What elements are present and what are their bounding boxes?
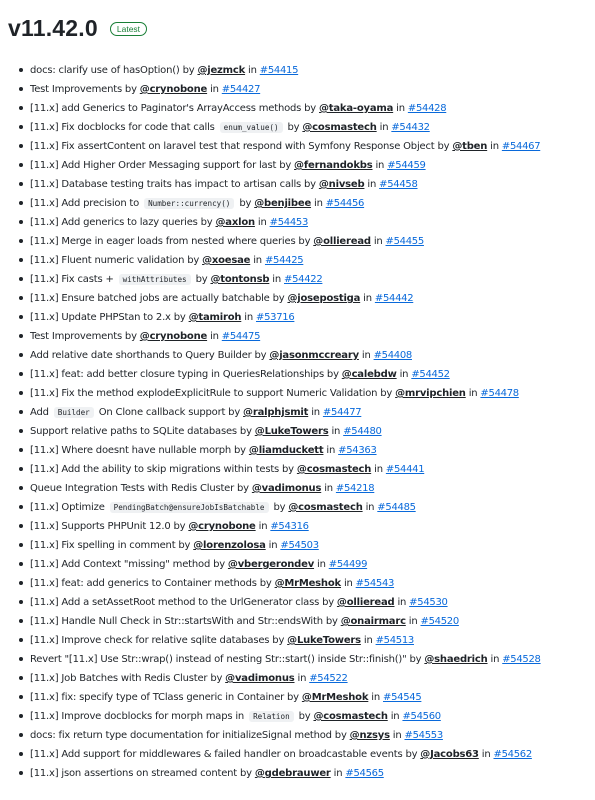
change-item xyxy=(0,80,595,99)
change-item xyxy=(0,156,595,175)
release-title[interactable]: v11.42.0 xyxy=(8,14,98,41)
pr-link[interactable]: #54442 xyxy=(374,293,414,304)
pr-link[interactable]: #54428 xyxy=(407,103,447,114)
change-text: in xyxy=(465,388,481,399)
bullet-icon xyxy=(19,106,23,110)
bullet-icon xyxy=(19,372,23,376)
change-text: in xyxy=(360,293,375,304)
change-text: [11.x] Add Higher Order Messaging support for last by xyxy=(30,160,295,171)
change-text: [11.x] Handle Null Check in Str::startsWith and Str::endsWith by xyxy=(30,616,341,627)
change-text: [11.x] add Generics to Paginator's ArrayAccess methods by xyxy=(30,103,319,114)
change-text: Add relative date shorthands to Query Builder by xyxy=(30,350,270,361)
author-link[interactable]: @calebdw xyxy=(341,369,397,380)
change-item xyxy=(0,213,595,232)
bullet-icon xyxy=(19,771,23,775)
change-item xyxy=(0,289,595,308)
pr-link[interactable]: #54316 xyxy=(270,521,309,532)
author-link[interactable]: @tontonsb xyxy=(210,274,270,285)
change-text: [11.x] Fix docblocks for code that calls xyxy=(30,122,218,133)
bullet-icon xyxy=(19,315,23,319)
change-item xyxy=(0,745,595,764)
change-text: in xyxy=(362,502,378,513)
author-link[interactable]: @shaedrich xyxy=(424,654,488,665)
pr-link[interactable]: #54560 xyxy=(402,711,441,722)
author-link[interactable]: @ollieread xyxy=(336,597,395,608)
pr-link[interactable]: #54422 xyxy=(284,274,323,285)
bullet-icon xyxy=(19,448,23,452)
pr-link[interactable]: #54499 xyxy=(328,559,368,570)
change-item xyxy=(0,707,595,726)
change-text: [11.x] Improve check for relative sqlite databases by xyxy=(30,635,288,646)
pr-link[interactable]: #54458 xyxy=(379,179,418,190)
pr-link[interactable]: #54427 xyxy=(221,84,261,95)
bullet-icon xyxy=(19,524,23,528)
change-text: [11.x] feat: add generics to Container methods by xyxy=(30,578,275,589)
author-link[interactable]: @onairmarc xyxy=(340,616,406,627)
change-item xyxy=(0,346,595,365)
bullet-icon xyxy=(19,353,23,357)
change-item xyxy=(0,137,595,156)
inline-code: Relation xyxy=(249,711,294,722)
change-item xyxy=(0,118,595,137)
inline-code: withAttributes xyxy=(119,274,191,285)
author-link[interactable]: @LukeTowers xyxy=(254,426,329,437)
change-text: in xyxy=(393,103,408,114)
change-text: [11.x] Fix casts + xyxy=(30,274,117,285)
author-link[interactable]: @liamduckett xyxy=(248,445,324,456)
change-item xyxy=(0,175,595,194)
pr-link[interactable]: #54218 xyxy=(335,483,375,494)
change-text: in xyxy=(250,255,265,266)
author-link[interactable]: @gdebrauwer xyxy=(254,768,331,779)
author-link[interactable]: @LukeTowers xyxy=(287,635,361,646)
bullet-icon xyxy=(19,695,23,699)
bullet-icon xyxy=(19,163,23,167)
change-text: in xyxy=(358,350,374,361)
bullet-icon xyxy=(19,486,23,490)
change-text: in xyxy=(478,749,494,760)
change-item xyxy=(0,612,595,631)
change-text: [11.x] Optimize xyxy=(30,502,108,513)
inline-code: Number::currency() xyxy=(144,198,234,209)
author-link[interactable]: @taka-oyama xyxy=(318,103,394,114)
author-link[interactable]: @ollieread xyxy=(313,236,371,247)
pr-link[interactable]: #54522 xyxy=(309,673,348,684)
change-text: in xyxy=(487,141,502,152)
pr-link[interactable]: #53716 xyxy=(255,312,295,323)
change-text: in xyxy=(254,217,270,228)
bullet-icon xyxy=(19,68,23,72)
inline-code: Builder xyxy=(54,407,94,418)
change-item xyxy=(0,536,595,555)
change-item xyxy=(0,308,595,327)
change-item xyxy=(0,403,595,422)
change-item xyxy=(0,517,595,536)
change-item xyxy=(0,251,595,270)
change-text: in xyxy=(330,768,346,779)
change-text: in xyxy=(321,483,336,494)
bullet-icon xyxy=(19,391,23,395)
change-text: in xyxy=(387,711,403,722)
change-text: [11.x] Where doesnt have nullable morph by xyxy=(30,445,249,456)
change-text: by xyxy=(284,122,303,133)
bullet-icon xyxy=(19,714,23,718)
change-item xyxy=(0,365,595,384)
author-link[interactable]: @tben xyxy=(452,141,488,152)
author-link[interactable]: @cosmastech xyxy=(296,464,372,475)
pr-link[interactable]: #54432 xyxy=(391,122,430,133)
author-link[interactable]: @jezmck xyxy=(197,65,246,76)
change-item xyxy=(0,688,595,707)
change-item xyxy=(0,61,595,80)
author-link[interactable]: @josepostiga xyxy=(287,293,361,304)
change-text: in xyxy=(328,426,344,437)
change-text: docs: fix return type documentation for initializeSignal method by xyxy=(30,730,350,741)
change-text: in xyxy=(396,369,412,380)
pr-link[interactable]: #54408 xyxy=(373,350,412,361)
bullet-icon xyxy=(19,467,23,471)
change-item xyxy=(0,270,595,289)
author-link[interactable]: @vadimonus xyxy=(251,483,322,494)
change-text: in xyxy=(487,654,503,665)
change-text: [11.x] Ensure batched jobs are actually batchable by xyxy=(30,293,288,304)
pr-link[interactable]: #54467 xyxy=(501,141,541,152)
author-link[interactable]: @cosmastech xyxy=(302,122,377,133)
pr-link[interactable]: #54530 xyxy=(409,597,448,608)
author-link[interactable]: @crynobone xyxy=(139,331,208,342)
bullet-icon xyxy=(19,752,23,756)
change-text: in xyxy=(360,635,376,646)
change-text: [11.x] Fix spelling in comment by xyxy=(30,540,194,551)
change-text: in xyxy=(372,160,388,171)
pr-link[interactable]: #54475 xyxy=(221,331,261,342)
change-item xyxy=(0,650,595,669)
change-text: [11.x] Fluent numeric validation by xyxy=(30,255,203,266)
bullet-icon xyxy=(19,239,23,243)
change-text: [11.x] Job Batches with Redis Cluster by xyxy=(30,673,226,684)
change-text: in xyxy=(394,597,410,608)
author-link[interactable]: @crynobone xyxy=(139,84,208,95)
pr-link[interactable]: #54363 xyxy=(338,445,377,456)
change-item xyxy=(0,232,595,251)
change-text: in xyxy=(370,236,386,247)
pr-link[interactable]: #54565 xyxy=(345,768,384,779)
change-text: in xyxy=(405,616,421,627)
change-text: Revert "[11.x] Use Str::wrap() instead of nesting Str::start() inside Str::finish()" by xyxy=(30,654,425,665)
author-link[interactable]: @jasonmccreary xyxy=(269,350,359,361)
change-text: docs: clarify use of hasOption() by xyxy=(30,65,198,76)
release-header xyxy=(8,13,147,43)
change-text: in xyxy=(311,198,326,209)
pr-link[interactable]: #54543 xyxy=(355,578,395,589)
change-text: [11.x] Fix the method explodeExplicitRule to support Numeric Validation by xyxy=(30,388,396,399)
change-text: [11.x] Add precision to xyxy=(30,198,143,209)
change-item xyxy=(0,460,595,479)
pr-link[interactable]: #54513 xyxy=(375,635,414,646)
change-text: in xyxy=(323,445,339,456)
change-item xyxy=(0,384,595,403)
author-link[interactable]: @xoesae xyxy=(202,255,251,266)
change-text: [11.x] Merge in eager loads from nested where queries by xyxy=(30,236,314,247)
change-item xyxy=(0,441,595,460)
bullet-icon xyxy=(19,201,23,205)
bullet-icon xyxy=(19,144,23,148)
author-link[interactable]: @lorenzolosa xyxy=(193,540,266,551)
author-link[interactable]: @mrvipchien xyxy=(395,388,466,399)
pr-link[interactable]: #54477 xyxy=(322,407,362,418)
change-text: [11.x] Add a setAssetRoot method to the UrlGenerator class by xyxy=(30,597,337,608)
change-text: in xyxy=(207,84,222,95)
bullet-icon xyxy=(19,296,23,300)
change-text: [11.x] feat: add better closure typing in QueriesRelationships by xyxy=(30,369,342,380)
pr-link[interactable]: #54456 xyxy=(325,198,365,209)
author-link[interactable]: @cosmastech xyxy=(313,711,388,722)
bullet-icon xyxy=(19,334,23,338)
change-text: by xyxy=(192,274,211,285)
bullet-icon xyxy=(19,562,23,566)
change-text: [11.x] json assertions on streamed content by xyxy=(30,768,255,779)
bullet-icon xyxy=(19,638,23,642)
bullet-icon xyxy=(19,543,23,547)
author-link[interactable]: @ralphjsmit xyxy=(243,407,309,418)
change-item xyxy=(0,764,595,783)
pr-link[interactable]: #54520 xyxy=(420,616,459,627)
bullet-icon xyxy=(19,676,23,680)
change-text: in xyxy=(308,407,323,418)
bullet-icon xyxy=(19,600,23,604)
inline-code: PendingBatch@ensureJobIsBatchable xyxy=(110,502,269,513)
author-link[interactable]: @Jacobs63 xyxy=(420,749,479,760)
change-text: [11.x] Update PHPStan to 2.x by xyxy=(30,312,189,323)
change-text: in xyxy=(265,540,281,551)
change-text: in xyxy=(368,692,383,703)
pr-link[interactable]: #54528 xyxy=(502,654,541,665)
change-text: by xyxy=(236,198,255,209)
pr-link[interactable]: #54415 xyxy=(259,65,299,76)
author-link[interactable]: @vbergerondev xyxy=(227,559,315,570)
bullet-icon xyxy=(19,220,23,224)
change-text: [11.x] Add Context "missing" method by xyxy=(30,559,228,570)
change-text: by xyxy=(270,502,289,513)
change-text: in xyxy=(340,578,356,589)
pr-link[interactable]: #54478 xyxy=(480,388,519,399)
change-text: On Clone callback support by xyxy=(95,407,244,418)
change-item xyxy=(0,574,595,593)
pr-link[interactable]: #54455 xyxy=(385,236,424,247)
pr-link[interactable]: #54452 xyxy=(411,369,450,380)
latest-badge: Latest xyxy=(110,22,147,36)
change-text: Add xyxy=(30,407,52,418)
bullet-icon xyxy=(19,429,23,433)
change-text: in xyxy=(364,179,380,190)
bullet-icon xyxy=(19,182,23,186)
change-item xyxy=(0,422,595,441)
bullet-icon xyxy=(19,277,23,281)
change-text: [11.x] Add the ability to skip migrations within tests by xyxy=(30,464,297,475)
change-text: [11.x] Fix assertContent on laravel test that respond with Symfony Response Object by xyxy=(30,141,453,152)
change-text: in xyxy=(371,464,386,475)
change-text: Test Improvements by xyxy=(30,84,140,95)
author-link[interactable]: @nzsys xyxy=(349,730,390,741)
change-item xyxy=(0,555,595,574)
author-link[interactable]: @MrMeshok xyxy=(274,578,341,589)
bullet-icon xyxy=(19,505,23,509)
change-text: [11.x] Add generics to lazy queries by xyxy=(30,217,216,228)
change-text: in xyxy=(255,521,271,532)
change-text: in xyxy=(241,312,256,323)
change-text: in xyxy=(376,122,392,133)
change-item xyxy=(0,593,595,612)
change-text: Queue Integration Tests with Redis Cluster by xyxy=(30,483,252,494)
author-link[interactable]: @axlon xyxy=(215,217,255,228)
pr-link[interactable]: #54453 xyxy=(269,217,308,228)
change-item xyxy=(0,726,595,745)
pr-link[interactable]: #54553 xyxy=(404,730,443,741)
bullet-icon xyxy=(19,657,23,661)
change-text: in xyxy=(269,274,284,285)
pr-link[interactable]: #54503 xyxy=(280,540,319,551)
author-link[interactable]: @cosmastech xyxy=(288,502,363,513)
changelog-list xyxy=(0,61,595,783)
author-link[interactable]: @MrMeshok xyxy=(301,692,369,703)
change-item xyxy=(0,194,595,213)
bullet-icon xyxy=(19,733,23,737)
change-text: in xyxy=(245,65,260,76)
inline-code: enum_value() xyxy=(220,122,283,133)
pr-link[interactable]: #54425 xyxy=(264,255,304,266)
author-link[interactable]: @vadimonus xyxy=(225,673,295,684)
author-link[interactable]: @nivseb xyxy=(318,179,365,190)
author-link[interactable]: @crynobone xyxy=(188,521,256,532)
change-text: Support relative paths to SQLite databases by xyxy=(30,426,255,437)
change-text: [11.x] Database testing traits has impact to artisan calls by xyxy=(30,179,319,190)
change-text: in xyxy=(389,730,405,741)
change-text: by xyxy=(295,711,314,722)
change-item xyxy=(0,669,595,688)
pr-link[interactable]: #54480 xyxy=(343,426,382,437)
change-text: [11.x] Improve docblocks for morph maps in xyxy=(30,711,248,722)
author-link[interactable]: @benjibee xyxy=(254,198,312,209)
pr-link[interactable]: #54441 xyxy=(385,464,425,475)
pr-link[interactable]: #54485 xyxy=(377,502,416,513)
change-item xyxy=(0,631,595,650)
change-text: in xyxy=(207,331,222,342)
bullet-icon xyxy=(19,410,23,414)
change-text: [11.x] fix: specify type of TClass generic in Container by xyxy=(30,692,302,703)
bullet-icon xyxy=(19,87,23,91)
change-text: [11.x] Supports PHPUnit 12.0 by xyxy=(30,521,189,532)
pr-link[interactable]: #54562 xyxy=(493,749,532,760)
author-link[interactable]: @tamiroh xyxy=(188,312,242,323)
author-link[interactable]: @fernandokbs xyxy=(294,160,373,171)
change-text: in xyxy=(314,559,329,570)
change-text: [11.x] Add support for middlewares & failed handler on broadcastable events by xyxy=(30,749,421,760)
change-text: Test Improvements by xyxy=(30,331,140,342)
change-item xyxy=(0,498,595,517)
bullet-icon xyxy=(19,125,23,129)
pr-link[interactable]: #54459 xyxy=(387,160,426,171)
bullet-icon xyxy=(19,581,23,585)
bullet-icon xyxy=(19,619,23,623)
change-item xyxy=(0,327,595,346)
pr-link[interactable]: #54545 xyxy=(383,692,422,703)
change-item xyxy=(0,99,595,118)
change-item xyxy=(0,479,595,498)
bullet-icon xyxy=(19,258,23,262)
change-text: in xyxy=(294,673,310,684)
